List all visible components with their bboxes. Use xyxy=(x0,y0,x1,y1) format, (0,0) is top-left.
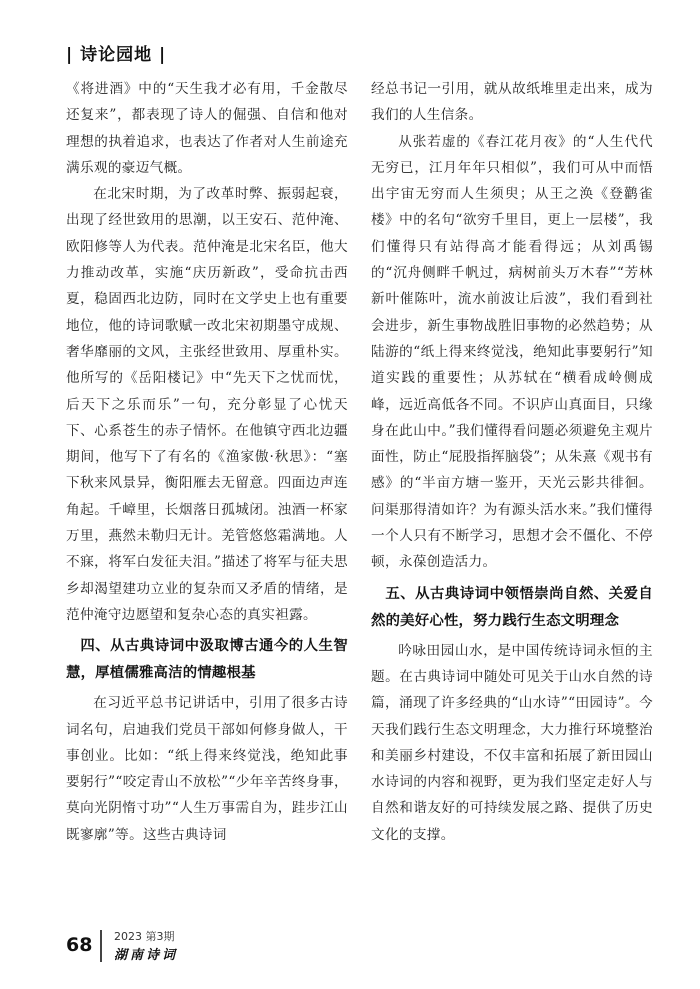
right-column xyxy=(371,76,653,848)
left-column xyxy=(66,76,348,848)
paragraph: 经总书记一引用，就从故纸堆里走出来，成为我们的人生信条。 xyxy=(371,81,653,124)
section-header: | 诗论园地 | xyxy=(66,45,167,65)
issue-label: 2023 第3期 xyxy=(114,930,175,943)
page-number: 68 xyxy=(66,934,93,956)
paragraph: 吟咏田园山水，是中国传统诗词永恒的主题。在古典诗词中随处可见关于山水自然的诗篇，涌现了许多经典的“山水诗”“田园诗”。今天我们践行生态文明理念，大力推行环境整治和美丽乡村建设，不仅丰富和拓展了新田园山水诗词的内容和视野，更为我们坚定走好人与自然和谐友好的可持续发展之路、提供了历史文化的支撑。 xyxy=(371,642,653,843)
journal-logo: 湖南诗词 xyxy=(114,948,179,963)
paragraph: 在北宋时期，为了改革时弊、振弱起衰，出现了经世致用的思潮，以王安石、范仲淹、欧阳修等人为代表。范仲淹是北宋名臣，他大力推动改革，实施“庆历新政”，受命抗击西夏，稳固西北边防，同时在文学史上也有重要地位，他的诗词歌赋一改北宋初期墨守成规、奢华靡丽的文风，主张经世致用、厚重朴实。他所写的《岳阳楼记》中“先天下之忧而忧，后天下之乐而乐”一句，充分彰显了心忧天下、心系苍生的赤子情怀。在他镇守西北边疆期间，他写下了有名的《渔家傲·秋思》：“塞下秋来风景异，衡阳雁去无留意。四面边声连角起。千嶂里，长烟落日孤城闭。浊酒一杯家万里，燕然未勒归无计。羌管悠悠霜满地。人不寐，将军白发征夫泪。”描述了将军与征夫思乡却渴望建功立业的复杂而又矛盾的情绪，是范仲淹守边愿望和复杂心态的真实袒露。 xyxy=(66,186,348,623)
footer-divider xyxy=(100,930,102,962)
paragraph: 从张若虚的《春江花月夜》的“人生代代无穷已，江月年年只相似”，我们可从中而悟出宇宙无穷而人生须臾；从王之涣《登鹳雀楼》中的名句“欲穷千里目，更上一层楼”，我们懂得只有站得高才能看得远；从刘禹锡的“沉舟侧畔千帆过，病树前头万木春”“芳林新叶催陈叶，流水前波让后波”，我们看到社会进步，新生事物战胜旧事物的必然趋势；从陆游的“纸上得来终觉浅，绝知此事要躬行”知道实践的重要性；从苏轼在“横看成岭侧成峰，远近高低各不同。不识庐山真面目，只缘身在此山中。”我们懂得看问题必须避免主观片面性，防止“屁股指挥脑袋”；从朱熹《观书有感》的“半亩方塘一鉴开，天光云影共徘徊。问渠那得清如许？为有源头活水来。”我们懂得一个人只有不断学习，思想才会不僵化、不停顿，永葆创造活力。 xyxy=(371,133,653,571)
paragraph: 《将进酒》中的“天生我才必有用，千金散尽还复来”，都表现了诗人的倔强、自信和他对理想的执着追求，也表达了作者对人生前途充满乐观的豪迈气概。 xyxy=(66,81,348,176)
paragraph: 在习近平总书记讲话中，引用了很多古诗词名句，启迪我们党员干部如何修身做人，干事创业。比如：“纸上得来终觉浅，绝知此事要躬行”“咬定青山不放松”“少年辛苦终身事，莫向光阴惰寸功”“人生万事需自为，跬步江山既寥廓”等。这些古典诗词 xyxy=(66,695,348,843)
section-heading: 五、从古典诗词中领悟崇尚自然、关爱自然的美好心性，努力践行生态文明理念 xyxy=(371,585,653,629)
section-heading: 四、从古典诗词中汲取博古通今的人生智慧，厚植儒雅高洁的情趣根基 xyxy=(66,638,348,682)
